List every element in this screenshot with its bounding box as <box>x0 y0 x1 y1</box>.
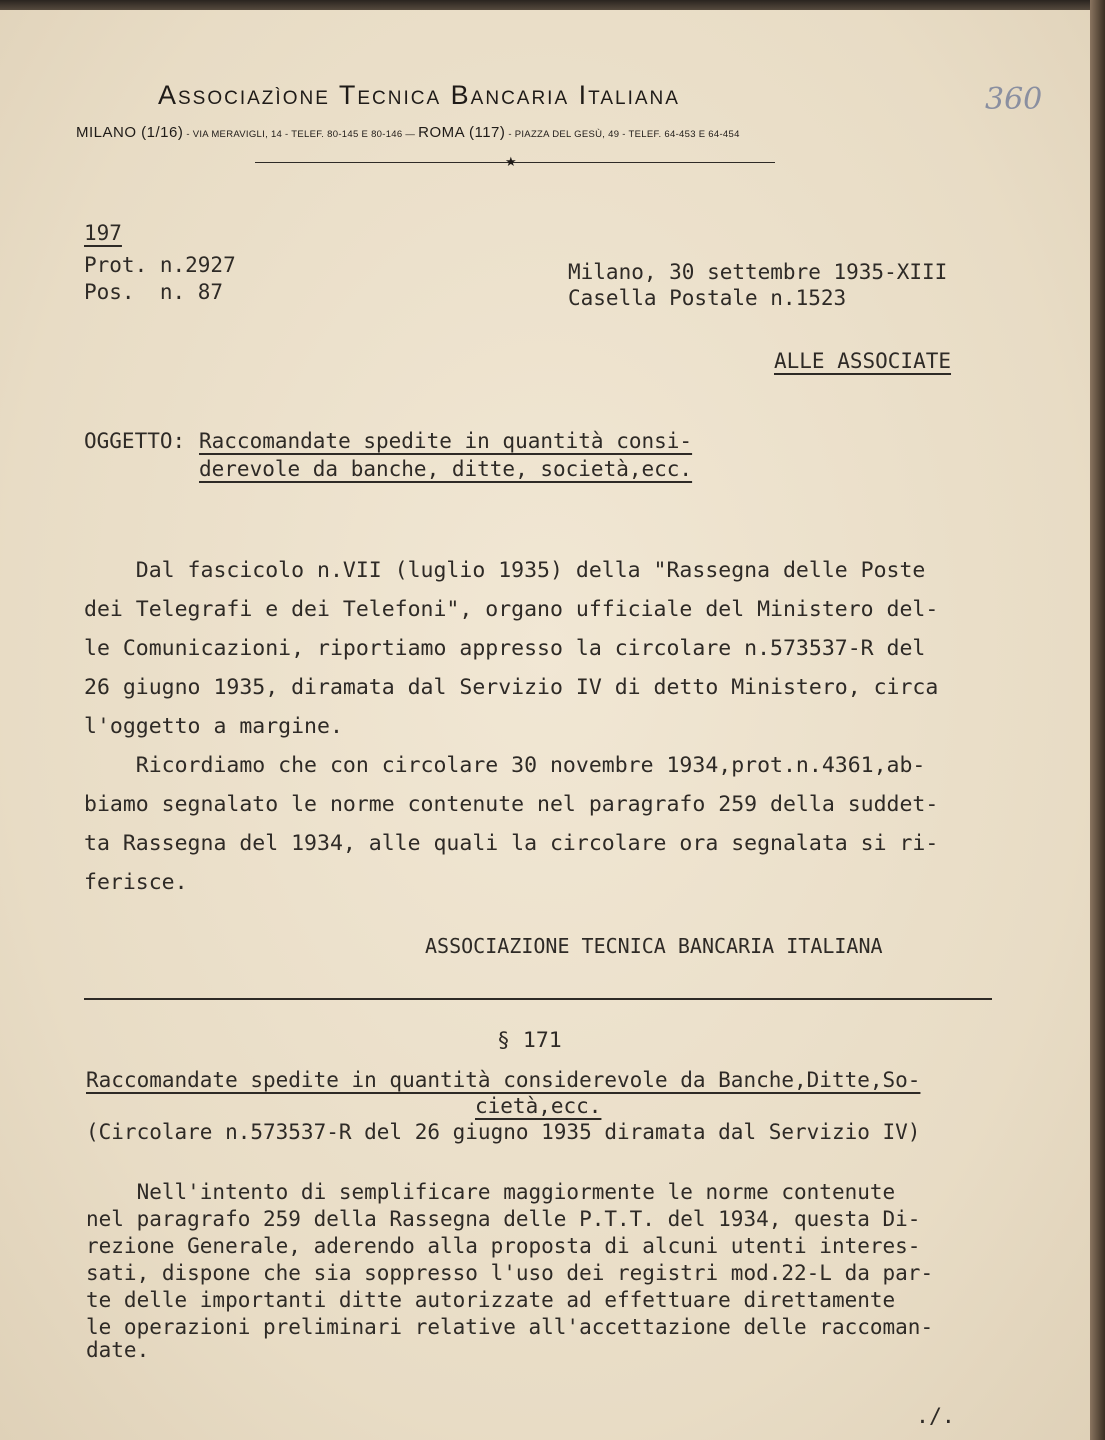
body-line: le Comunicazioni, riportiamo appresso la circolare n.573537-R del <box>84 636 926 661</box>
position-number: Pos. n. 87 <box>84 280 224 304</box>
subject-label: OGGETTO: <box>84 429 198 453</box>
body-line: Dal fascicolo n.VII (luglio 1935) della "Rassegna delle Poste <box>84 558 926 583</box>
letterhead-addresses <box>76 124 956 141</box>
handwritten-note: 360 <box>985 82 1043 117</box>
section-title-line-2: cietà,ecc. <box>475 1094 602 1118</box>
subject-line-1: Raccomandate spedite in quantità consi- <box>199 429 693 453</box>
body-line: Ricordiamo che con circolare 30 novembre 1934,prot.n.4361,ab- <box>84 753 926 778</box>
body-line: ta Rassegna del 1934, alle quali la circolare ora segnalata si ri- <box>84 831 939 856</box>
letterhead-milano: MILANO (1/16) <box>76 124 184 141</box>
section-title-line-1: Raccomandate spedite in quantità considerevole da Banche,Ditte,So- <box>86 1068 921 1092</box>
po-box: Casella Postale n.1523 <box>568 286 847 310</box>
subject-line-2: derevole da banche, ditte, società,ecc. <box>199 457 693 481</box>
place-date: Milano, 30 settembre 1935-XIII <box>568 260 948 284</box>
reference-number: 197 <box>84 221 122 245</box>
protocol-number: Prot. n.2927 <box>84 253 236 277</box>
letterhead-milano-address: - VIA MERAVIGLI, 14 - TELEF. 80-145 E 80-146 — <box>183 129 419 140</box>
circular-line: Nell'intento di semplificare maggiormente le norme contenute <box>86 1180 896 1204</box>
circular-line: rezione Generale, aderendo alla proposta di alcuni utenti interes- <box>86 1234 921 1258</box>
scan-top-edge <box>0 0 1090 10</box>
section-reference: (Circolare n.573537-R del 26 giugno 1935 diramata dal Servizio IV) <box>86 1120 921 1144</box>
body-line: dei Telegrafi e dei Telefoni", organo ufficiale del Ministero del- <box>84 597 939 622</box>
letterhead-roma-address: - PIAZZA DEL GESÙ, 49 - TELEF. 64-453 E 64-454 <box>505 129 740 140</box>
body-line: l'oggetto a margine. <box>84 714 343 739</box>
letterhead-title: Associazìone Tecnica Bancaria Italiana <box>158 80 680 110</box>
section-number: § 171 <box>497 1028 562 1053</box>
body-line: 26 giugno 1935, diramata dal Servizio IV di detto Ministero, circa <box>84 675 939 700</box>
circular-line: te delle importanti ditte autorizzate ad effettuare direttamente <box>86 1288 896 1312</box>
section-divider <box>84 998 992 1000</box>
recipient: ALLE ASSOCIATE <box>774 349 952 373</box>
binding-edge <box>1090 0 1105 1440</box>
circular-line: sati, dispone che sia soppresso l'uso dei registri mod.22-L da par- <box>86 1261 934 1285</box>
body-line: ferisce. <box>84 870 188 895</box>
star-icon: ★ <box>505 154 517 169</box>
circular-line: date. <box>86 1338 150 1362</box>
continuation-mark: ./. <box>916 1404 955 1429</box>
circular-line: nel paragrafo 259 della Rassegna delle P.T.T. del 1934, questa Di- <box>86 1207 921 1231</box>
circular-line: le operazioni preliminari relative all'accettazione delle raccoman- <box>86 1315 934 1339</box>
body-line: biamo segnalato le norme contenute nel paragrafo 259 della suddet- <box>84 792 939 817</box>
signature: ASSOCIAZIONE TECNICA BANCARIA ITALIANA <box>425 934 883 958</box>
letterhead-roma: ROMA (117) <box>418 124 506 141</box>
